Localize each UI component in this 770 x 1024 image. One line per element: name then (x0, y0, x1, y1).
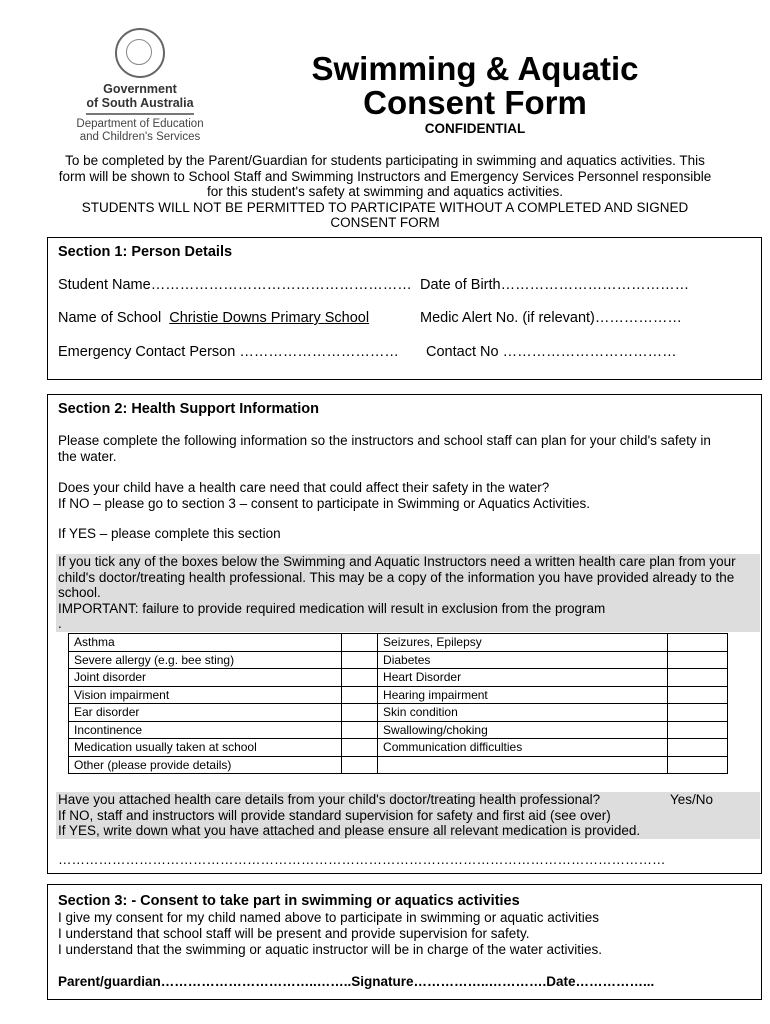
logo-text: of South Australia (86, 96, 194, 110)
condition-label: Communication difficulties (378, 739, 667, 757)
instructions-text: Please complete the following information so the instructors and school staff can plan for your child's safety in the water. (58, 433, 711, 464)
condition-label: Skin condition (378, 704, 667, 722)
logo-text: Government (103, 82, 177, 96)
condition-checkbox[interactable] (667, 704, 727, 722)
condition-label: Seizures, Epilepsy (378, 634, 667, 652)
date-of-birth-field[interactable]: Date of Birth………………………………… (420, 277, 690, 293)
condition-checkbox[interactable] (667, 669, 727, 687)
condition-row (69, 704, 728, 722)
question-text: If NO – please go to section 3 – consent to participate in Swimming or Aquatics Activities. (58, 496, 591, 511)
condition-label (378, 756, 667, 774)
condition-checkbox[interactable] (667, 651, 727, 669)
condition-label: Hearing impairment (378, 686, 667, 704)
condition-checkbox[interactable] (341, 756, 377, 774)
contact-number-field[interactable]: Contact No ……………………………… (426, 344, 677, 360)
yes-no-option[interactable]: Yes/No (669, 792, 713, 807)
section-heading: Section 1: Person Details (58, 244, 233, 260)
condition-checkbox[interactable] (341, 651, 377, 669)
logo-dept: Department of Education (76, 118, 204, 130)
consent-text: I understand that school staff will be present and provide supervision for safety. (58, 926, 530, 941)
logo-dept: and Children's Services (79, 131, 201, 143)
section-3-consent (47, 884, 762, 1000)
state-seal-icon (115, 28, 165, 78)
emergency-contact-field[interactable]: Emergency Contact Person …………………………… (58, 344, 399, 360)
condition-checkbox[interactable] (667, 686, 727, 704)
signature-line[interactable]: Parent/guardian……………………………..……..Signature……………..………….Date……………... (58, 974, 655, 989)
condition-label: Ear disorder (69, 704, 342, 722)
condition-checkbox[interactable] (341, 721, 377, 739)
section-heading: Section 3: - Consent to take part in swimming or aquatics activities (58, 893, 520, 909)
condition-checkbox[interactable] (667, 721, 727, 739)
question-text: Does your child have a health care need that could affect their safety in the water? (58, 480, 550, 495)
condition-checkbox[interactable] (341, 739, 377, 757)
condition-row (69, 756, 728, 774)
health-plan-notice: If you tick any of the boxes below the Swimming and Aquatic Instructors need a written health care plan from your child's doctor/treating health professional. This may be a copy of the information you have provided already to the school. IMPORTANT: failure to provide required medication will result in exclusion from the program . (56, 554, 760, 632)
student-name-field[interactable]: Student Name……………………………………………… (58, 277, 412, 293)
condition-checkbox[interactable] (667, 634, 727, 652)
section-heading: Section 2: Health Support Information (58, 401, 320, 417)
condition-label: Heart Disorder (378, 669, 667, 687)
condition-checkbox[interactable] (341, 704, 377, 722)
condition-label: Joint disorder (69, 669, 342, 687)
form-title: Swimming & Aquatic Consent Form (311, 50, 639, 121)
condition-label: Diabetes (378, 651, 667, 669)
condition-checkbox[interactable] (341, 634, 377, 652)
medic-alert-field[interactable]: Medic Alert No. (if relevant)……………… (420, 310, 682, 326)
condition-row (69, 669, 728, 687)
condition-row (69, 721, 728, 739)
section-1-person-details (47, 237, 762, 380)
condition-label: Incontinence (69, 721, 342, 739)
condition-label: Swallowing/choking (378, 721, 667, 739)
condition-checkbox[interactable] (341, 686, 377, 704)
consent-text: I understand that the swimming or aquatic instructor will be in charge of the water activities. (58, 942, 603, 957)
health-conditions-table (68, 633, 728, 774)
condition-row (69, 634, 728, 652)
condition-checkbox[interactable] (667, 756, 727, 774)
condition-row (69, 739, 728, 757)
condition-checkbox[interactable] (341, 669, 377, 687)
confidential-label: CONFIDENTIAL (424, 121, 526, 136)
intro-text: To be completed by the Parent/Guardian for students participating in swimming and aquatics activities. This form will be shown to School Staff and Swimming Instructors and Emergency Services Personnel responsible for this student's safety at swimming and aquatics activities. STUDENTS WILL NOT BE PERMITTED TO PARTICIPATE WITHOUT A COMPLETED AND SIGNED CONSENT FORM (58, 153, 712, 230)
condition-checkbox[interactable] (667, 739, 727, 757)
condition-label: Medication usually taken at school (69, 739, 342, 757)
attachment-details-field[interactable]: ……………………………………………………………………………………………………………………… (58, 852, 666, 867)
school-name-field[interactable]: Name of School Christie Downs Primary School (58, 310, 370, 326)
condition-row (69, 651, 728, 669)
attachment-notice: Have you attached health care details from your child's doctor/treating health professional? Yes/No If NO, staff and instructors will provide standard supervision for safety and first aid (see over) If YES, write down what you have attached and please ensure all relevant medication is provided. (56, 792, 760, 839)
condition-label: Severe allergy (e.g. bee sting) (69, 651, 342, 669)
consent-text: I give my consent for my child named above to participate in swimming or aquatic activities (58, 910, 599, 925)
department-logo (60, 28, 220, 144)
question-text: If YES – please complete this section (58, 526, 281, 541)
condition-label: Asthma (69, 634, 342, 652)
condition-row (69, 686, 728, 704)
condition-label: Vision impairment (69, 686, 342, 704)
section-2-health-support (47, 394, 762, 874)
condition-label: Other (please provide details) (69, 756, 342, 774)
